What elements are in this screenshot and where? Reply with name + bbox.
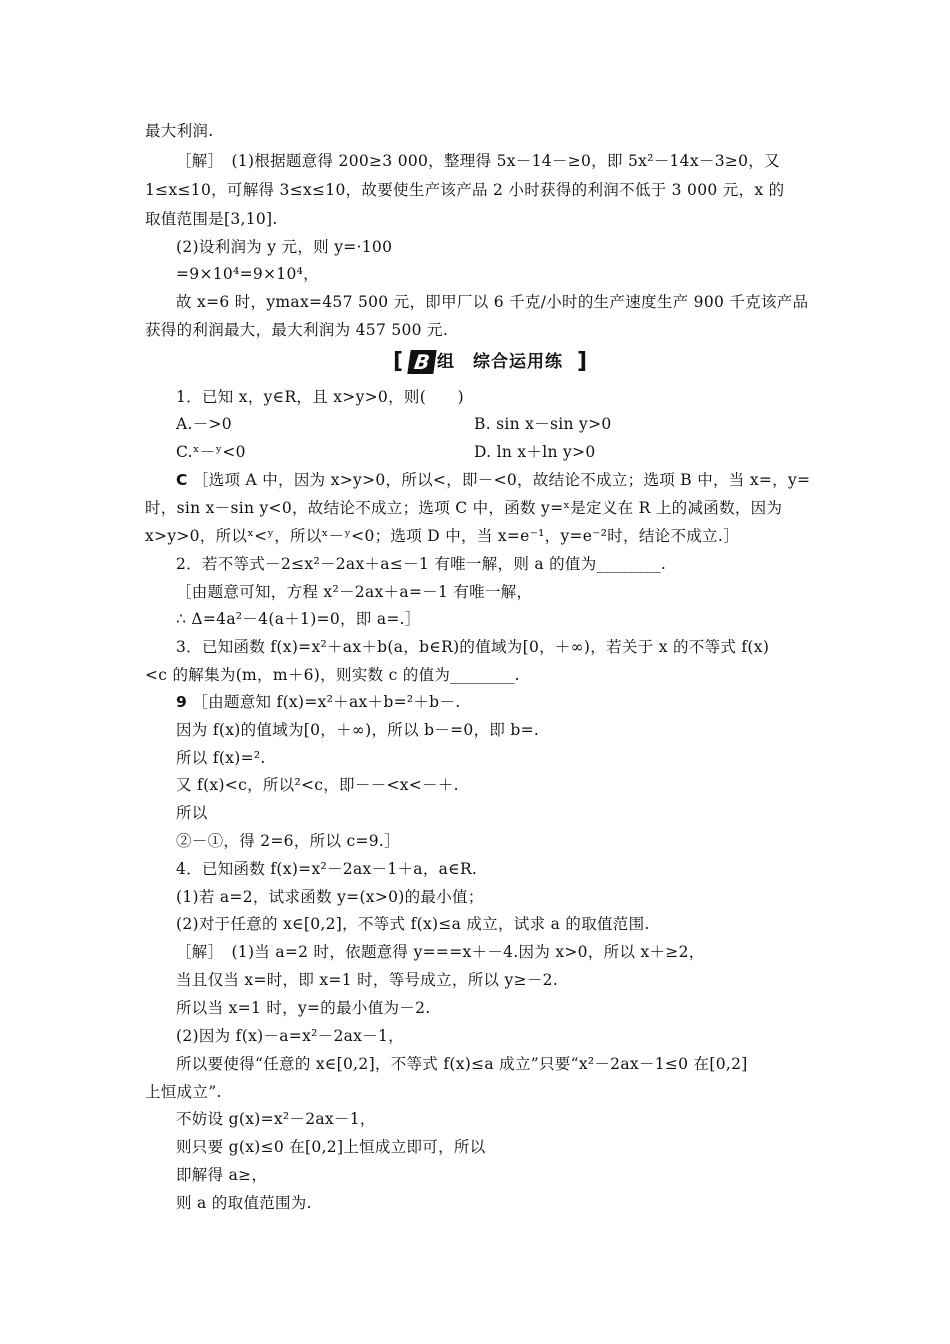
answer-4-line: 不妨设 g(x)=x²－2ax－1， (176, 1110, 376, 1128)
question-4-part-2: (2)对于任意的 x∈[0,2]，不等式 f(x)≤a 成立，试求 a 的取值范围. (176, 915, 650, 933)
answer-text: ［选项 A 中，因为 x>y>0，所以<，即－<0，故结论不成立；选项 B 中，当 x=，y= (187, 471, 811, 489)
question-3: <c 的解集为(m，m＋6)，则实数 c 的值为________. (145, 666, 520, 684)
answer-1-line: x>y>0，所以ˣ<ʸ，所以ˣ－ʸ<0；选项 D 中，当 x=e⁻¹，y=e⁻²时，结论不成立.］ (145, 527, 739, 545)
text-line: 最大利润. (145, 122, 214, 140)
option-a: A.－>0 (176, 415, 232, 433)
answer-3-line (176, 692, 460, 712)
solution-line: 获得的利润最大，最大利润为 457 500 元. (145, 321, 449, 339)
answer-letter: 9 (176, 693, 188, 711)
answer-4-line: 所以要使得“任意的 x∈[0,2]，不等式 f(x)≤a 成立”只要“x²－2ax－1≤0 在[0,2] (176, 1055, 748, 1073)
answer-3-line: 所以 (176, 804, 208, 822)
answer-4-line: ［解］ (1)当 a=2 时，依题意得 y===x＋－4.因为 x>0，所以 x＋≥2， (176, 943, 705, 961)
section-bracket-left: [ (393, 349, 404, 374)
answer-3-line: 因为 f(x)的值域为[0，＋∞)，所以 b－=0，即 b=. (176, 721, 540, 739)
answer-4-line: 上恒成立”. (145, 1083, 222, 1101)
answer-3-line: ②－①，得 2=6，所以 c=9.］ (176, 832, 400, 850)
option-c: C.ˣ－ʸ<0 (176, 443, 246, 461)
question-2: 2．若不等式－2≤x²－2ax＋a≤－1 有唯一解，则 a 的值为________. (176, 555, 667, 573)
question-1: 1．已知 x，y∈R，且 x>y>0，则( ) (176, 388, 464, 406)
answer-4-line: 当且仅当 x=时，即 x=1 时，等号成立，所以 y≥－2. (176, 971, 559, 989)
answer-2-line: ［由题意可知，方程 x²－2ax＋a=－1 有唯一解， (176, 583, 533, 601)
answer-3-line: 所以 f(x)=². (176, 749, 266, 767)
answer-3-line: 又 f(x)<c，所以²<c，即－－<x<－＋. (176, 776, 459, 794)
solution-line: 取值范围是[3,10]. (145, 210, 278, 228)
answer-4-line: 所以当 x=1 时，y=的最小值为－2. (176, 999, 431, 1017)
answer-1-line: 时，sin x－sin y<0，故结论不成立；选项 C 中，函数 y=ˣ是定义在 R 上的减函数，因为 (145, 499, 783, 517)
solution-line: ［解］ (1)根据题意得 200≥3 000，整理得 5x－14－≥0，即 5x²－14x－3≥0，又 (176, 152, 780, 170)
answer-4-line: (2)因为 f(x)－a=x²－2ax－1， (176, 1027, 404, 1045)
solution-line: =9×10⁴=9×10⁴， (176, 265, 319, 283)
answer-4-line: 即解得 a≥， (176, 1166, 268, 1184)
section-header (393, 347, 593, 377)
solution-line: 1≤x≤10，可解得 3≤x≤10，故要使生产该产品 2 小时获得的利润不低于 3 000 元，x 的 (145, 181, 785, 199)
answer-4-line: 则 a 的取值范围为. (176, 1194, 312, 1212)
answer-letter: C (176, 471, 188, 489)
option-b: B. sin x－sin y>0 (474, 415, 612, 433)
solution-line: (2)设利润为 y 元，则 y=·100 (176, 238, 393, 256)
section-badge: B (407, 350, 436, 374)
question-4: 4．已知函数 f(x)=x²－2ax－1＋a，a∈R. (176, 860, 478, 878)
question-3: 3．已知函数 f(x)=x²＋ax＋b(a，b∈R)的值域为[0，＋∞)，若关于 x 的不等式 f(x) (176, 638, 770, 656)
question-4-part-1: (1)若 a=2，试求函数 y=(x>0)的最小值； (176, 888, 484, 906)
section-bracket-right: ] (577, 349, 588, 374)
answer-1-line (176, 470, 810, 490)
answer-text: ［由题意知 f(x)=x²＋ax＋b=²＋b－. (187, 693, 461, 711)
solution-line: 故 x=6 时，ymax=457 500 元，即甲厂以 6 千克/小时的生产速度生产 900 千克该产品 (176, 293, 809, 311)
answer-2-line: ∴ Δ=4a²－4(a＋1)=0，即 a=.］ (176, 610, 421, 628)
answer-4-line: 则只要 g(x)≤0 在[0,2]上恒成立即可，所以 (176, 1138, 486, 1156)
section-title: 组 综合运用练 (437, 352, 563, 372)
option-d: D. ln x＋ln y>0 (474, 443, 596, 461)
